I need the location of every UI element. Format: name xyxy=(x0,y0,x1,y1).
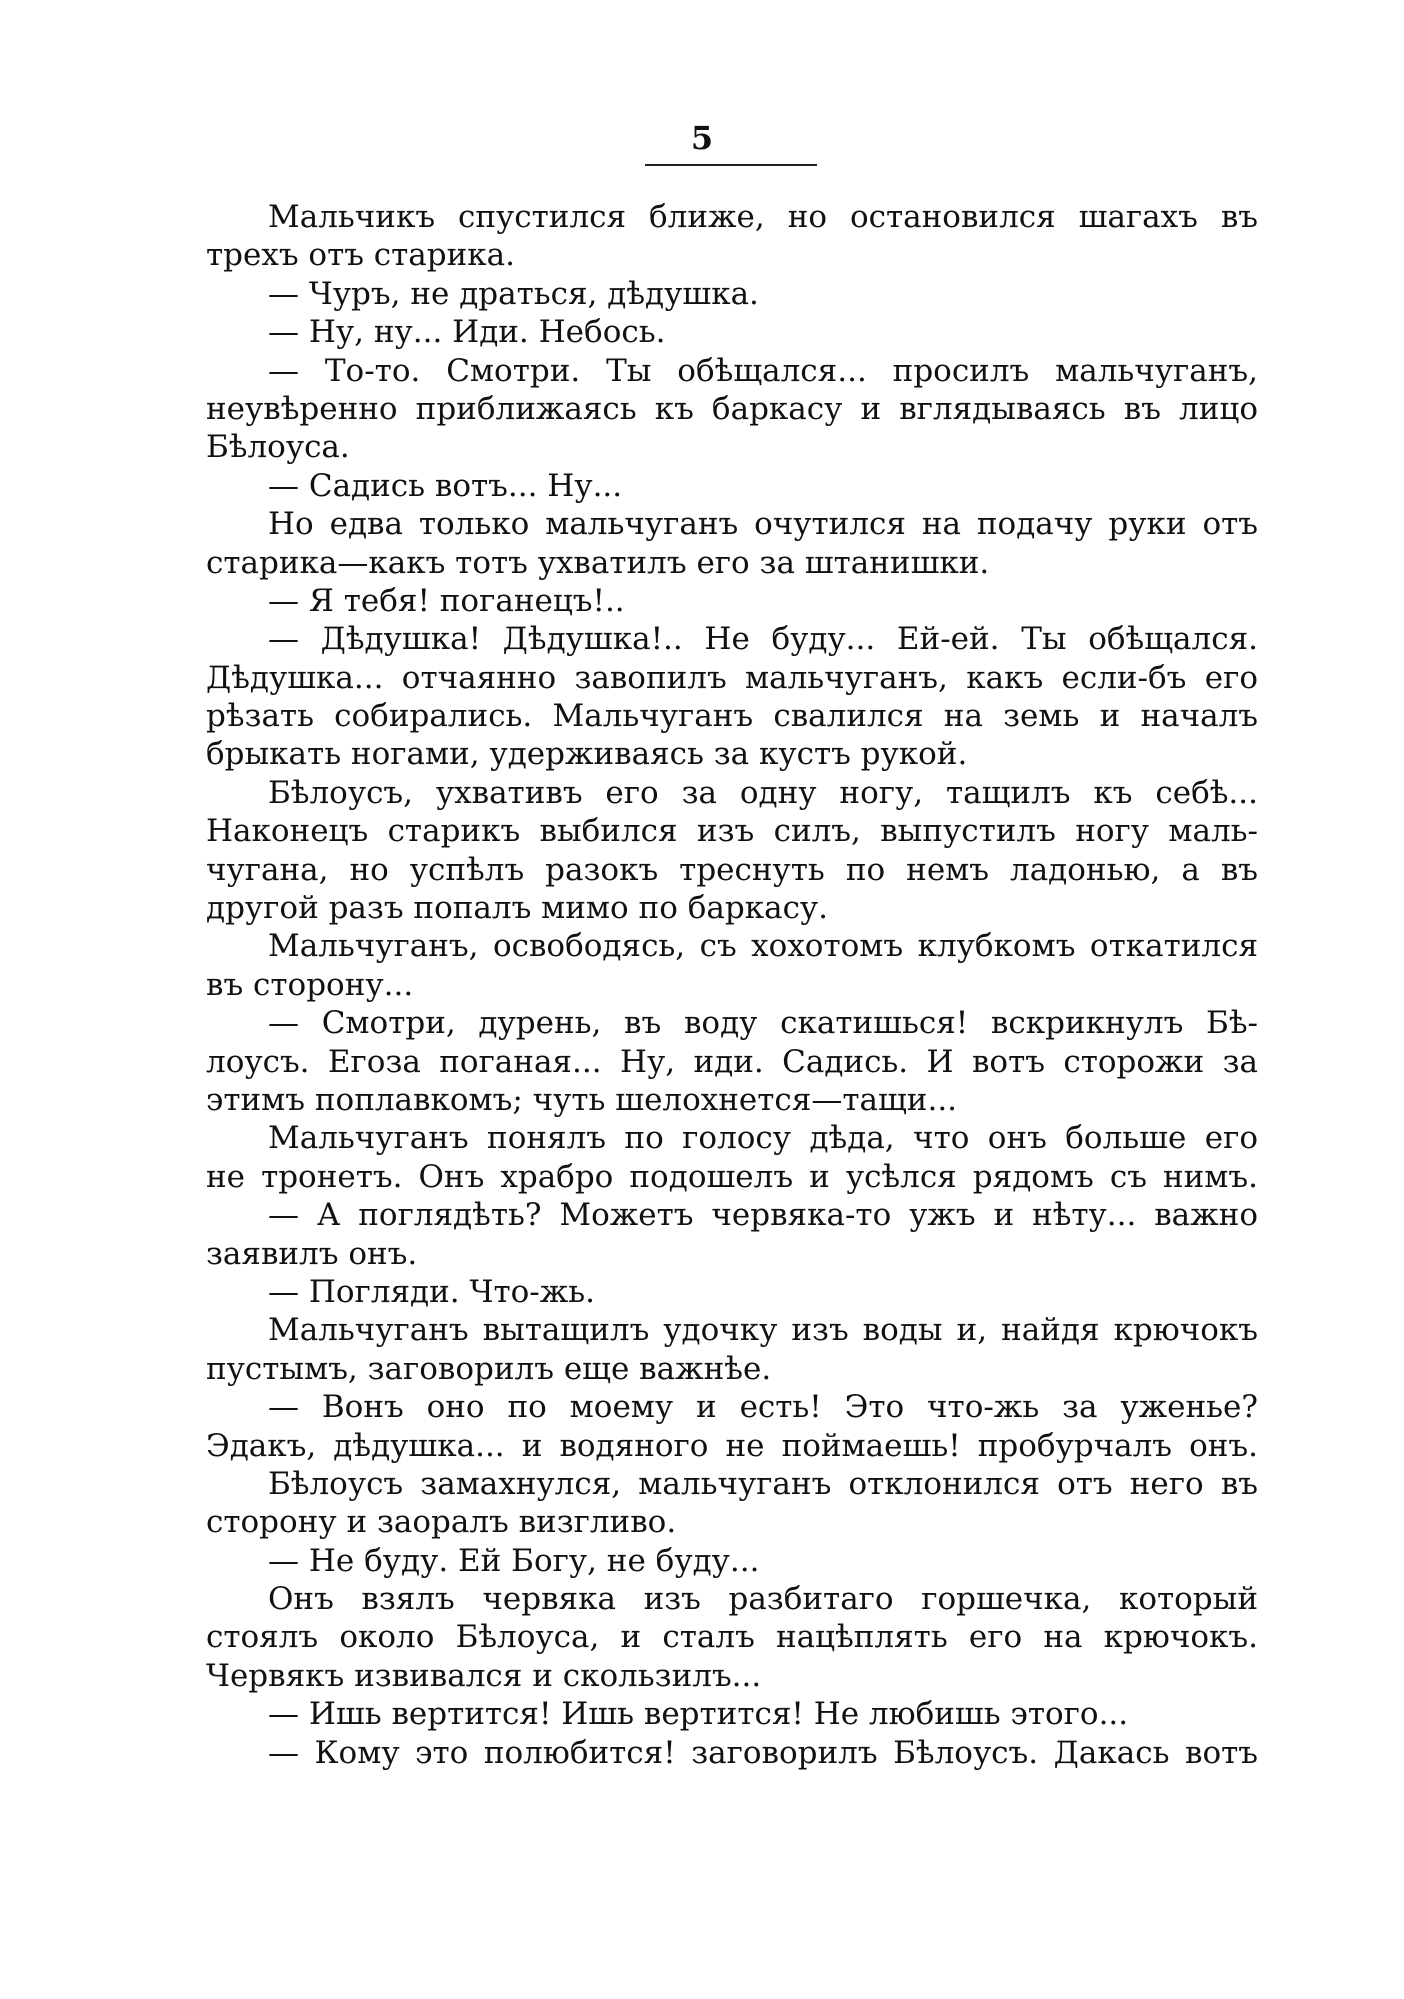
text-line: сторону и заоралъ визгливо. xyxy=(206,1504,677,1541)
text-line: Мальчуганъ понялъ по голосу дѣда, что онъ больше его xyxy=(268,1120,1258,1157)
text-line: другой разъ попалъ мимо по баркасу. xyxy=(206,890,829,927)
text-line: — Ишь вертится! Ишь вертится! Не любишь этого... xyxy=(268,1696,1129,1733)
text-line: рѣзать собирались. Мальчуганъ свалился на земь и началъ xyxy=(206,698,1258,735)
text-line: — Чуръ, не драться, дѣдушка. xyxy=(268,275,759,312)
text-line: — А поглядѣть? Можетъ червяка-то ужъ и нѣту... важно xyxy=(268,1197,1258,1234)
text-line: стоялъ около Бѣлоуса, и сталъ нацѣплять его на крючокъ. xyxy=(206,1619,1258,1656)
text-line: Наконецъ старикъ выбился изъ силъ, выпустилъ ногу маль- xyxy=(206,813,1258,850)
text-line: Эдакъ, дѣдушка... и водяного не поймаешь! пробурчалъ онъ. xyxy=(206,1427,1258,1464)
text-line: — То-то. Смотри. Ты обѣщался... просилъ мальчуганъ, xyxy=(268,352,1258,389)
text-line: заявилъ онъ. xyxy=(206,1235,418,1272)
text-line: — Я тебя! поганецъ!.. xyxy=(268,582,625,619)
header-rule xyxy=(645,164,817,166)
text-line: Бѣлоуса. xyxy=(206,429,350,466)
text-line: брыкать ногами, удерживаясь за кустъ рукой. xyxy=(206,736,968,773)
text-line: трехъ отъ старика. xyxy=(206,237,516,274)
text-line: — Погляди. Что-жь. xyxy=(268,1273,595,1310)
text-line: — Дѣдушка! Дѣдушка!.. Не буду... Ей-ей. Ты обѣщался. xyxy=(268,621,1258,658)
text-line: чугана, но успѣлъ разокъ треснуть по немъ ладонью, а въ xyxy=(206,851,1258,888)
text-line: въ сторону... xyxy=(206,966,414,1003)
text-line: Но едва только мальчуганъ очутился на подачу руки отъ xyxy=(268,506,1258,543)
page-number: 5 xyxy=(690,119,714,157)
text-line: Дѣдушка... отчаянно завопилъ мальчуганъ, какъ если-бъ его xyxy=(206,659,1258,696)
text-line: Мальчуганъ, освободясь, съ хохотомъ клубкомъ откатился xyxy=(268,928,1258,965)
text-line: — Не буду. Ей Богу, не буду... xyxy=(268,1542,760,1579)
text-line: Бѣлоусъ замахнулся, мальчуганъ отклонился отъ него въ xyxy=(268,1465,1258,1502)
text-line: Червякъ извивался и скользилъ... xyxy=(206,1657,762,1694)
text-line: — Смотри, дурень, въ воду скатишься! вскрикнулъ Бѣ- xyxy=(268,1005,1258,1042)
text-line: Мальчуганъ вытащилъ удочку изъ воды и, найдя крючокъ xyxy=(268,1312,1258,1349)
text-line: — Садись вотъ... Ну... xyxy=(268,467,623,504)
text-line: пустымъ, заговорилъ еще важнѣе. xyxy=(206,1350,772,1387)
text-line: этимъ поплавкомъ; чуть шелохнется—тащи... xyxy=(206,1081,958,1118)
text-line: не тронетъ. Онъ храбро подошелъ и усѣлся рядомъ съ нимъ. xyxy=(206,1158,1258,1195)
text-line: Онъ взялъ червяка изъ разбитаго горшечка, который xyxy=(268,1581,1258,1618)
text-line: старика—какъ тотъ ухватилъ его за штанишки. xyxy=(206,544,990,581)
text-line: — Вонъ оно по моему и есть! Это что-жь за уженье? xyxy=(268,1389,1258,1426)
text-line: Бѣлоусъ, ухвативъ его за одну ногу, тащилъ къ себѣ... xyxy=(268,774,1258,811)
text-line: лоусъ. Егоза поганая... Ну, иди. Садись. И вотъ сторожи за xyxy=(206,1043,1258,1080)
text-line: Мальчикъ спустился ближе, но остановился шагахъ въ xyxy=(268,199,1258,235)
body-text xyxy=(206,198,1258,1772)
text-line: неувѣренно приближаясь къ баркасу и вглядываясь въ лицо xyxy=(206,390,1258,427)
text-line: — Кому это полюбится! заговорилъ Бѣлоусъ. Дакась вотъ xyxy=(268,1734,1258,1771)
text-line: — Ну, ну... Иди. Небось. xyxy=(268,314,666,351)
